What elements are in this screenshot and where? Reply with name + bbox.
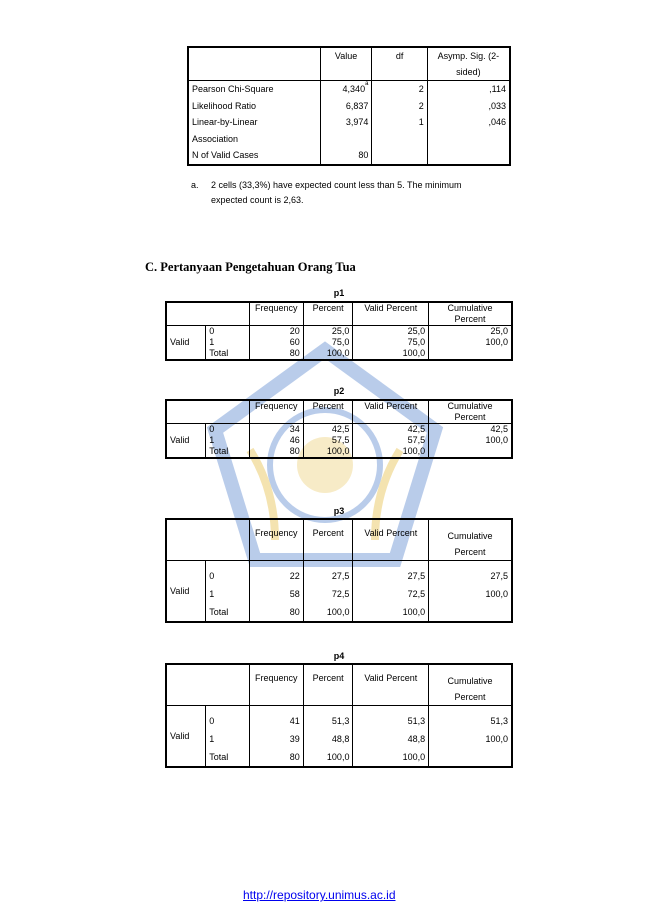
table-title-p4: p4 [333, 651, 345, 661]
percent-cell: 100,0 [303, 748, 353, 767]
header-cumulative-percent: Cumulative Percent [429, 400, 512, 424]
header-valid-percent: Valid Percent [353, 664, 429, 706]
chi-row [188, 147, 510, 165]
chi-row-df: 1 [372, 114, 427, 131]
header-percent: Percent [303, 664, 353, 706]
chi-row-label: Association [188, 131, 320, 148]
valid-label: Valid [166, 424, 206, 459]
footnote-line-1: 2 cells (33,3%) have expected count less than 5. The minimum [211, 180, 462, 190]
valid-percent-cell: 27,5 [353, 561, 429, 586]
category-cell: 1 [206, 730, 250, 748]
chi-row [188, 81, 510, 98]
frequency-cell: 39 [249, 730, 303, 748]
frequency-cell: 80 [249, 748, 303, 767]
chi-row-df: 2 [372, 98, 427, 115]
percent-cell: 42,5 [303, 424, 353, 436]
category-cell: 0 [206, 561, 250, 586]
header-valid-percent: Valid Percent [353, 302, 429, 326]
chi-header-row [188, 47, 510, 64]
chi-row-label: Linear-by-Linear [188, 114, 320, 131]
chi-footnote-sup: a [365, 81, 369, 87]
chi-row-sig: ,033 [488, 100, 506, 111]
category-cell: Total [206, 748, 250, 767]
category-cell: Total [206, 603, 250, 622]
chi-row-value: 3,974 [320, 114, 372, 131]
table-row-total [166, 603, 512, 622]
frequency-table-p4 [165, 663, 513, 768]
valid-label: Valid [166, 706, 206, 768]
frequency-cell: 80 [249, 348, 303, 360]
valid-percent-cell: 75,0 [353, 337, 429, 348]
chi-footnote [191, 178, 462, 208]
chi-row [188, 114, 510, 131]
table-title-p1: p1 [333, 288, 345, 298]
valid-percent-cell: 57,5 [353, 435, 429, 446]
percent-cell: 72,5 [303, 585, 353, 603]
header-cumulative-percent: Cumulative Percent [429, 664, 512, 706]
table-row [166, 585, 512, 603]
category-cell: 1 [206, 435, 250, 446]
chi-row-sig: ,114 [489, 84, 506, 94]
table-row [166, 706, 512, 731]
valid-percent-cell: 42,5 [353, 424, 429, 436]
chi-header-blank [188, 47, 320, 64]
cumulative-cell: 27,5 [490, 571, 508, 581]
header-cumulative-percent: Cumulative Percent [429, 302, 512, 326]
table-row [166, 424, 512, 436]
table-row [166, 337, 512, 348]
valid-percent-cell: 100,0 [353, 603, 429, 622]
table-row [166, 326, 512, 338]
chi-header-df: df [372, 47, 427, 64]
header-cumulative-percent: Cumulative Percent [429, 519, 512, 561]
section-heading: C. Pertanyaan Pengetahuan Orang Tua [145, 260, 356, 274]
chi-row [188, 131, 510, 148]
valid-percent-cell: 72,5 [353, 585, 429, 603]
table-row [166, 730, 512, 748]
cumulative-cell: 100,0 [485, 734, 508, 744]
frequency-table-p1 [165, 301, 513, 361]
chi-row-df: 2 [372, 81, 427, 98]
header-frequency: Frequency [249, 519, 303, 561]
table-row [166, 435, 512, 446]
percent-cell: 27,5 [303, 561, 353, 586]
chi-header-row-2 [188, 64, 510, 81]
cumulative-cell: 100,0 [485, 589, 508, 599]
valid-percent-cell: 48,8 [353, 730, 429, 748]
table-title-p3: p3 [333, 506, 345, 516]
percent-cell: 100,0 [303, 603, 353, 622]
percent-cell: 75,0 [303, 337, 353, 348]
category-cell: 0 [206, 326, 250, 338]
chi-header-sig-2: sided) [427, 64, 510, 81]
chi-row-label: Pearson Chi-Square [188, 81, 320, 98]
table-header-row [166, 302, 512, 326]
header-percent: Percent [303, 400, 353, 424]
valid-label: Valid [166, 326, 206, 361]
valid-percent-cell: 25,0 [353, 326, 429, 338]
table-title-p2: p2 [333, 386, 345, 396]
cumulative-cell: 51,3 [490, 716, 508, 726]
repository-link[interactable]: http://repository.unimus.ac.id [243, 888, 396, 902]
category-cell: 1 [206, 585, 250, 603]
percent-cell: 25,0 [303, 326, 353, 338]
header-percent: Percent [303, 519, 353, 561]
frequency-cell: 60 [249, 337, 303, 348]
chi-square-table [187, 46, 511, 166]
frequency-cell: 80 [249, 446, 303, 458]
chi-header-value: Value [320, 47, 372, 64]
table-header-row [166, 519, 512, 561]
frequency-table-p2 [165, 399, 513, 459]
chi-header-sig-1: Asymp. Sig. (2- [437, 51, 500, 61]
header-frequency: Frequency [249, 302, 303, 326]
frequency-cell: 20 [249, 326, 303, 338]
frequency-cell: 22 [249, 561, 303, 586]
frequency-table-p3 [165, 518, 513, 623]
frequency-cell: 58 [249, 585, 303, 603]
chi-row-sig: ,046 [488, 117, 506, 127]
table-row-total [166, 446, 512, 458]
valid-percent-cell: 100,0 [353, 348, 429, 360]
frequency-cell: 80 [249, 603, 303, 622]
percent-cell: 48,8 [303, 730, 353, 748]
valid-label: Valid [166, 561, 206, 623]
chi-row-label: Likelihood Ratio [188, 98, 320, 115]
chi-row-value: 80 [320, 147, 372, 165]
cumulative-cell: 100,0 [485, 435, 508, 445]
percent-cell: 100,0 [303, 446, 353, 458]
frequency-cell: 34 [249, 424, 303, 436]
header-valid-percent: Valid Percent [353, 519, 429, 561]
table-header-row [166, 400, 512, 424]
chi-row-label: N of Valid Cases [188, 147, 320, 165]
valid-percent-cell: 100,0 [353, 446, 429, 458]
cumulative-cell: 42,5 [490, 424, 508, 434]
category-cell: Total [206, 446, 250, 458]
frequency-cell: 46 [249, 435, 303, 446]
chi-row [188, 98, 510, 115]
valid-percent-cell: 51,3 [353, 706, 429, 731]
percent-cell: 57,5 [303, 435, 353, 446]
category-cell: 1 [206, 337, 250, 348]
valid-percent-cell: 100,0 [353, 748, 429, 767]
footnote-line-2: expected count is 2,63. [211, 195, 304, 205]
frequency-cell: 41 [249, 706, 303, 731]
header-frequency: Frequency [249, 400, 303, 424]
footnote-marker: a. [191, 180, 199, 190]
chi-row-value: 6,837 [320, 98, 372, 115]
chi-row-value: 4,340$^a$ [320, 81, 372, 98]
table-row-total [166, 748, 512, 767]
category-cell: Total [206, 348, 250, 360]
cumulative-cell: 25,0 [490, 326, 508, 336]
percent-cell: 100,0 [303, 348, 353, 360]
category-cell: 0 [206, 706, 250, 731]
category-cell: 0 [206, 424, 250, 436]
cumulative-cell: 100,0 [485, 337, 508, 347]
table-row [166, 561, 512, 586]
table-header-row [166, 664, 512, 706]
percent-cell: 51,3 [303, 706, 353, 731]
header-valid-percent: Valid Percent [353, 400, 429, 424]
header-percent: Percent [303, 302, 353, 326]
table-row-total [166, 348, 512, 360]
header-frequency: Frequency [249, 664, 303, 706]
